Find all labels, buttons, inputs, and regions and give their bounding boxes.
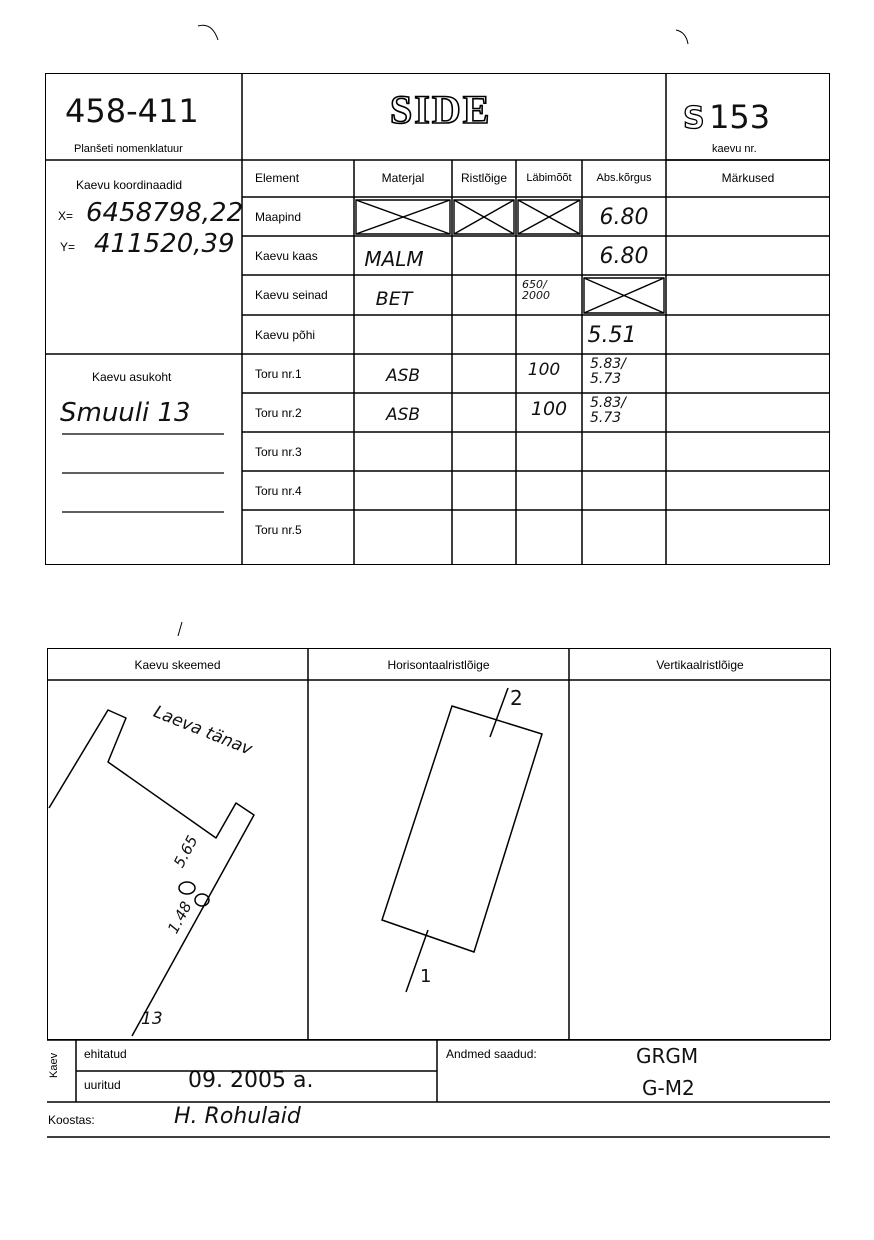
pipe-1-label: 1 — [420, 966, 432, 987]
data-source-label: Andmed saadud: — [446, 1047, 537, 1061]
location-value: Smuuli 13 — [60, 398, 191, 428]
well-number-label: kaevu nr. — [712, 143, 757, 155]
row-element-9: Toru nr.5 — [255, 523, 302, 537]
row-element-4: Kaevu põhi — [255, 328, 316, 342]
abs-toru1: 5.83/ 5.73 — [590, 356, 626, 387]
abs-toru2: 5.83/ 5.73 — [590, 395, 626, 426]
col-header-ristloige: Ristlõige — [460, 171, 508, 185]
row-element-5: Toru nr.1 — [255, 367, 302, 381]
surveyed-value: 09. 2005 a. — [188, 1068, 314, 1093]
location-label: Kaevu asukoht — [92, 370, 172, 384]
col-header-markused: Märkused — [721, 171, 775, 185]
surveyed-label: uuritud — [84, 1078, 121, 1092]
abs-maapind: 6.80 — [599, 204, 649, 230]
compiled-label: Koostas: — [48, 1113, 95, 1127]
col-header-abs: Abs.kõrgus — [596, 172, 652, 184]
pipe-2-label: 2 — [510, 686, 523, 710]
compiled-value: H. Rohulaid — [174, 1104, 301, 1129]
form-title: SIDE — [390, 87, 492, 132]
row-element-3: Kaevu seinad — [255, 288, 328, 302]
materjal-toru1: ASB — [385, 366, 421, 386]
abs-pohi: 5.51 — [587, 322, 637, 348]
y-label: Y= — [60, 240, 76, 254]
row-element-7: Toru nr.3 — [255, 445, 302, 459]
side-label: Kaev — [48, 1052, 60, 1078]
materjal-kaas: MALM — [364, 247, 424, 271]
sketch-left-header: Kaevu skeemed — [134, 658, 221, 672]
x-label: X= — [58, 209, 74, 223]
street-label: Laeva tänav — [150, 702, 255, 760]
labimoot-toru2: 100 — [530, 398, 568, 420]
sketch-right-header: Vertikaalristlõige — [656, 658, 744, 672]
sketch-middle-header: Horisontaalristlõige — [387, 658, 490, 672]
dimension-2: 1.48 — [164, 898, 196, 937]
coordinates-label: Kaevu koordinaadid — [76, 178, 183, 192]
col-header-labimoot: Läbimõõt — [526, 172, 572, 184]
data-source-value-2: G-M2 — [642, 1076, 695, 1100]
dimension-1: 5.65 — [170, 832, 202, 871]
x-value: 6458798,22 — [86, 198, 244, 228]
labimoot-toru1: 100 — [527, 360, 561, 380]
house-number: 13 — [141, 1009, 163, 1029]
materjal-toru2: ASB — [385, 405, 421, 425]
row-element-2: Kaevu kaas — [255, 249, 318, 263]
labimoot-seinad: 650/ 2000 — [522, 278, 550, 302]
sheet-code-label: Planšeti nomenklatuur — [74, 143, 183, 155]
well-number-value: 153 — [709, 98, 771, 136]
col-header-element: Element — [255, 171, 300, 185]
y-value: 411520,39 — [94, 229, 235, 259]
data-source-value-1: GRGM — [636, 1044, 699, 1068]
well-prefix: S — [683, 101, 705, 136]
row-element-1: Maapind — [255, 210, 302, 224]
row-element-8: Toru nr.4 — [255, 484, 302, 498]
built-label: ehitatud — [84, 1047, 127, 1061]
materjal-seinad: BET — [375, 288, 413, 310]
abs-kaas: 6.80 — [599, 243, 649, 269]
col-header-materjal: Materjal — [381, 171, 425, 185]
row-element-6: Toru nr.2 — [255, 406, 302, 420]
sheet-code-value: 458-411 — [65, 92, 199, 130]
